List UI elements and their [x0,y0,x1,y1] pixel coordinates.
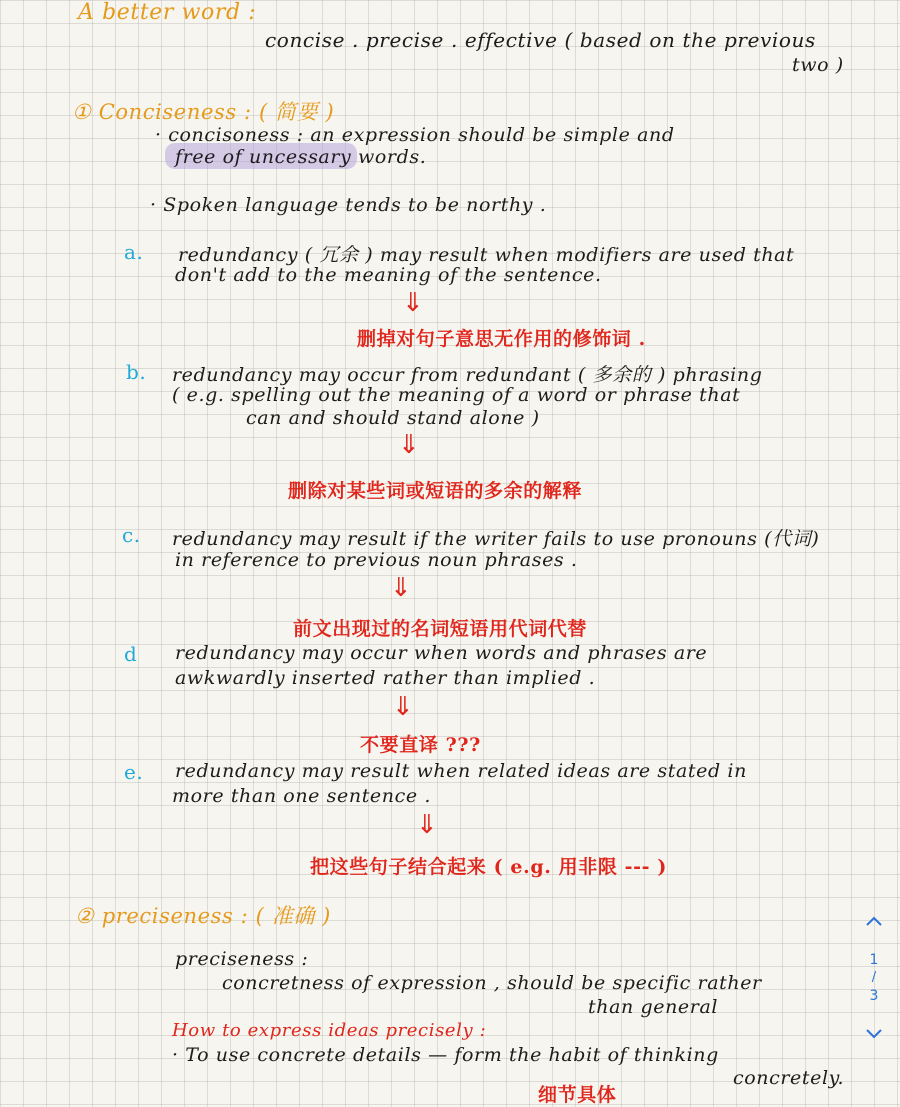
bullet-definition-line2: free of uncessary words. [175,146,427,168]
item-c-line1: redundancy may result if the writer fails to use pronouns (代词) [172,528,820,550]
item-b-marker: b. [126,360,147,384]
chevron-down-icon [865,1027,883,1039]
item-b-line3: can and should stand alone ) [246,407,540,429]
item-b-line2: ( e.g. spelling out the meaning of a word or phrase that [172,384,741,406]
page-down-button[interactable] [860,1024,888,1043]
page-up-button[interactable] [860,912,888,931]
item-e-marker: e. [124,760,144,784]
preciseness-definition-line1: concretness of expression , should be specific rather [222,972,762,994]
section-conciseness-title: ① Conciseness : ( 简要 ) [72,100,335,124]
down-arrow-icon: ⇓ [392,692,414,722]
item-a-line1: redundancy ( 冗余 ) may result when modifiers are used that [178,244,795,266]
item-d-line2: awkwardly inserted rather than implied . [175,667,596,689]
page-separator: / [871,970,877,985]
preciseness-definition-line2: than general [588,996,719,1018]
item-c-line2: in reference to previous noun phrases . [175,549,578,571]
item-a-line2: don't add to the meaning of the sentence. [175,264,602,286]
item-d-marker: d [124,642,138,666]
item-e-line2: more than one sentence . [172,785,431,807]
page-total: 3 [869,988,879,1004]
down-arrow-icon: ⇓ [398,430,420,460]
how-to-heading: How to express ideas precisely : [172,1020,487,1041]
down-arrow-icon: ⇓ [402,288,424,318]
criteria-line: concise . precise . effective ( based on the previous [265,28,816,52]
down-arrow-icon: ⇓ [390,573,412,603]
preciseness-label: preciseness : [175,948,309,970]
section-preciseness-title: ② preciseness : ( 准确 ) [75,904,331,928]
concrete-details-line2: concretely. [733,1067,845,1089]
item-d-note: 不要直译 ??? [360,734,481,756]
page-current: 1 [869,952,879,968]
item-b-line1: redundancy may occur from redundant ( 多余的 ) phrasing [172,364,763,386]
cut-off-note: 细节具体 [538,1084,617,1106]
item-a-note: 删掉对句子意思无作用的修饰词 . [357,328,646,350]
bullet-definition-line1: · concisoness : an expression should be simple and [155,124,675,146]
bullet-spoken-language: · Spoken language tends to be northy . [150,194,547,216]
item-e-line1: redundancy may result when related ideas are stated in [175,760,747,782]
item-c-note: 前文出现过的名词短语用代词代替 [293,618,588,640]
down-arrow-icon: ⇓ [416,810,438,840]
chevron-up-icon [865,915,883,927]
item-a-marker: a. [124,240,144,264]
item-c-marker: c. [122,523,141,547]
item-d-line1: redundancy may occur when words and phrases are [175,642,708,664]
page-heading: A better word : [78,0,257,25]
concrete-details-line1: · To use concrete details — form the habit of thinking [172,1044,719,1066]
item-e-note: 把这些句子结合起来 ( e.g. 用非限 --- ) [310,856,667,878]
item-b-note: 删除对某些词或短语的多余的解释 [288,480,583,502]
criteria-line-cont: two ) [792,54,844,76]
